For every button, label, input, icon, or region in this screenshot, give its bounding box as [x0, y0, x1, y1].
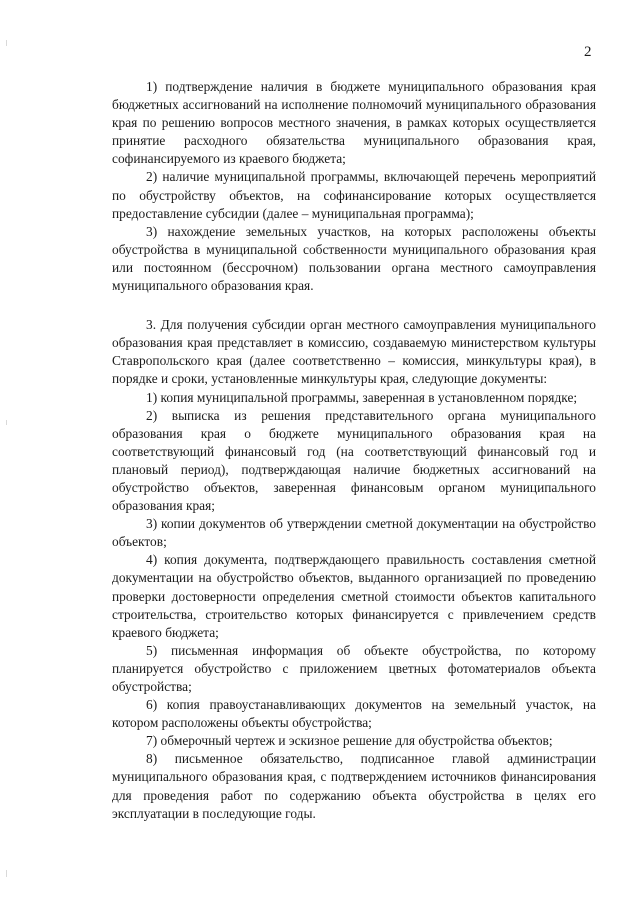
paragraph-document-7: 7) обмерочный чертеж и эскизное решение для обустройства объектов;: [146, 733, 553, 749]
paragraph-section-3: 3. Для получения субсидии орган местного самоуправления муниципального образования края представляет в комиссию, создаваемую министерством культуры Ставропольского края (далее соответственно – комиссия, минкультуры края), в порядке и сроки, установленные минкультуры края, следующие документы:: [112, 317, 596, 387]
scan-mark: [6, 40, 7, 46]
paragraph-gap: [112, 295, 596, 316]
paragraph-condition-2: 2) наличие муниципальной программы, включающей перечень мероприятий по обустройству объектов, на софинансирование которых осуществляется предоставление субсидии (далее – муниципальная программа);: [112, 169, 596, 221]
paragraph-document-1: 1) копия муниципальной программы, заверенная в установленном порядке;: [146, 389, 578, 405]
paragraph-document-2: 2) выписка из решения представительного органа муниципального образования края о бюджете муниципального образования края на соответствующий финансовый год (на соответствующий финансовый год и плановый период), подтверждающая наличие бюджетных ассигнований на обустройство объектов, заверенная финансовым органом муниципального образования края;: [112, 407, 596, 514]
scan-mark: [6, 420, 7, 425]
page-number: 2: [584, 44, 592, 60]
scan-mark: [6, 870, 7, 877]
paragraph-condition-1: 1) подтверждение наличия в бюджете муниципального образования края бюджетных ассигнований на исполнение полномочий муниципального образования края по решению вопросов местного значения, в рамках которых осуществляется принятие расходного обязательства муниципального образования края, софинансируемого из краевого бюджета;: [112, 79, 596, 167]
paragraph-condition-3: 3) нахождение земельных участков, на которых расположены объекты обустройства в муниципальной собственности муниципального образования края или постоянном (бессрочном) пользовании органа местного самоуправления муниципального образования края.: [112, 223, 596, 294]
paragraph-document-8: 8) письменное обязательство, подписанное главой администрации муниципального образования края, с подтверждением источников финансирования для проведения работ по содержанию объекта обустройства в целях его эксплуатации в последующие годы.: [112, 751, 596, 821]
paragraph-document-3: 3) копии документов об утверждении сметной документации на обустройство объектов;: [112, 516, 596, 550]
document-body: [112, 78, 596, 823]
paragraph-document-4: 4) копия документа, подтверждающего правильность составления сметной документации на обустройство объектов, выданного организацией по проведению проверки достоверности определения сметной стоимости объектов капитального строительства, строительство которых финансируется с привлечением средств краевого бюджета;: [112, 552, 596, 640]
paragraph-document-6: 6) копия правоустанавливающих документов на земельный участок, на котором расположены объекты обустройства;: [112, 697, 596, 731]
paragraph-document-5: 5) письменная информация об объекте обустройства, по которому планируется обустройство с приложением цветных фотоматериалов объекта обустройства;: [112, 642, 596, 694]
